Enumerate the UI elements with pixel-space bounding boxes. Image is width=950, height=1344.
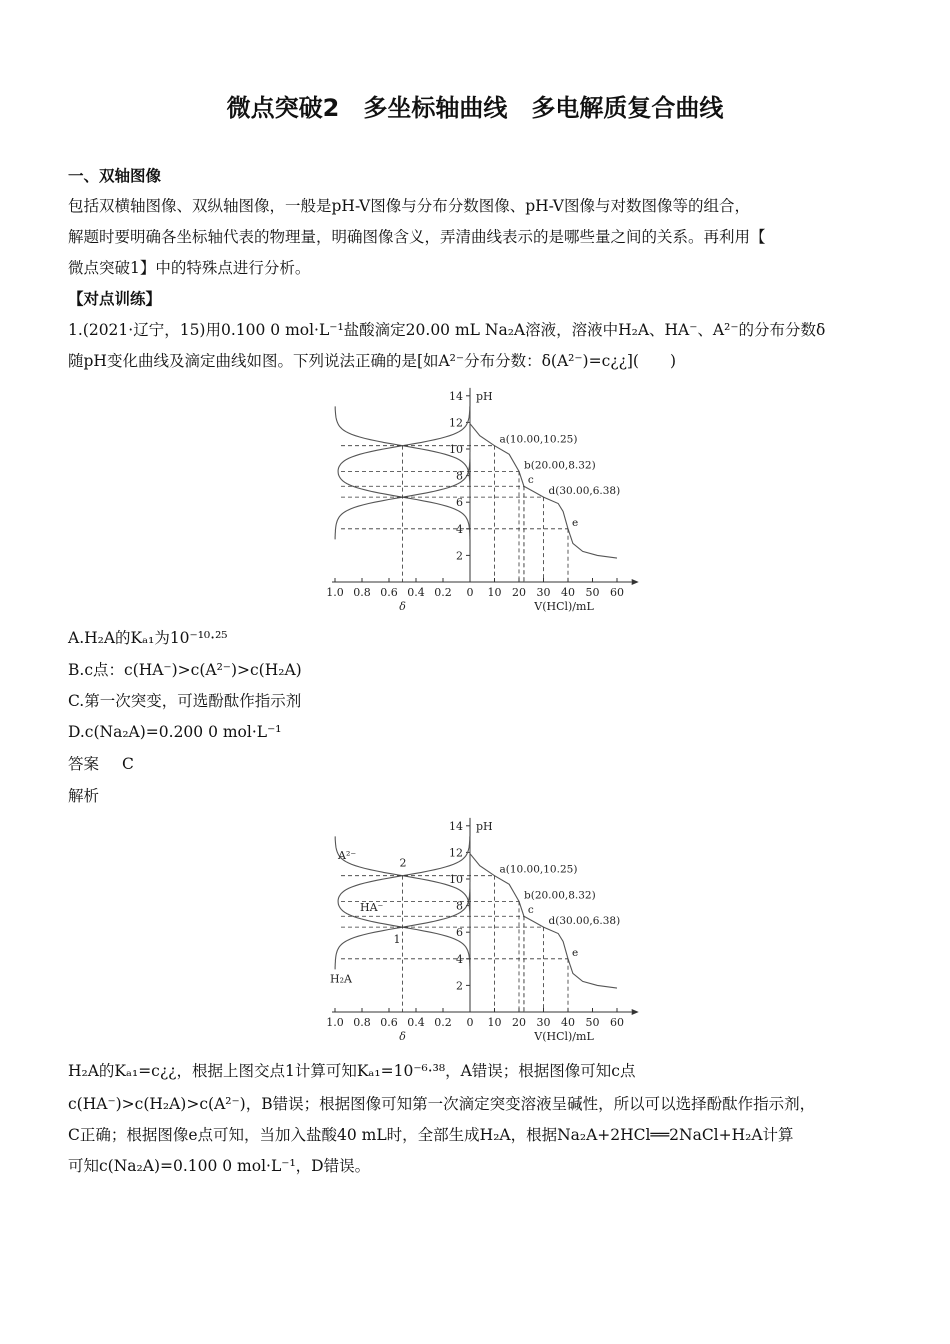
training-heading: 【对点训练】 [68, 290, 162, 308]
y-tick-label: 12 [449, 416, 463, 430]
section-para-1: 包括双横轴图像、双纵轴图像，一般是pH-V图像与分布分数图像、pH-V图像与对数图像等的组合， [68, 197, 750, 215]
point-label: a(10.00,10.25) [499, 433, 578, 446]
point-label: e [572, 946, 579, 959]
answer-value: C [121, 755, 134, 773]
label-h2a: H₂A [330, 972, 352, 986]
option-b: B.c点：c(HA⁻)>c(A²⁻)>c(H₂A) [68, 661, 302, 679]
analysis-line-4: 可知c(Na₂A)=0.100 0 mol·L⁻¹，D错误。 [68, 1157, 371, 1175]
y-axis-label: pH [476, 819, 493, 833]
delta-tick-label: 0.2 [434, 1016, 452, 1029]
x-axis-arrow [632, 1009, 639, 1015]
point-label: b(20.00,8.32) [524, 459, 596, 472]
point-label: c [527, 904, 534, 917]
option-a: A.H₂A的Kₐ₁为10⁻¹⁰·²⁵ [68, 629, 228, 647]
y-tick-label: 14 [449, 819, 463, 833]
delta-tick-label: 0 [466, 586, 474, 599]
v-tick-label: 50 [585, 1016, 600, 1029]
answer-label: 答案 [68, 755, 100, 773]
y-tick-label: 2 [456, 549, 463, 563]
y-tick-label: 10 [449, 443, 463, 456]
v-tick-label: 40 [561, 1016, 575, 1029]
v-tick-label: 20 [512, 1016, 526, 1029]
x-axis-arrow [632, 579, 639, 585]
chart-analysis [320, 812, 640, 1050]
y-tick-label: 6 [456, 926, 463, 940]
y-tick-label: 6 [456, 496, 463, 510]
question-line-1: 1.(2021·辽宁，15)用0.100 0 mol·L⁻¹盐酸滴定20.00 mL Na₂A溶液，溶液中H₂A、HA⁻、A²⁻的分布分数δ [68, 321, 826, 339]
analysis-line-3: C正确；根据图像e点可知，当加入盐酸40 mL时，全部生成H₂A，根据Na₂A+2HCl══2NaCl+H₂A计算 [68, 1126, 794, 1144]
point-label: e [572, 516, 579, 529]
y-tick-label: 14 [449, 389, 463, 403]
delta-tick-label: 0.8 [353, 586, 371, 599]
delta-tick-label: 1.0 [326, 1016, 344, 1029]
point-label: d(30.00,6.38) [548, 915, 621, 928]
delta-tick-label: 0.6 [380, 586, 398, 599]
y-tick-label: 8 [456, 899, 463, 913]
v-tick-label: 50 [585, 586, 600, 599]
v-tick-label: 10 [487, 1016, 502, 1029]
option-d: D.c(Na₂A)=0.200 0 mol·L⁻¹ [68, 723, 282, 741]
y-tick-label: 12 [449, 846, 463, 860]
delta-axis-label: δ [399, 1030, 406, 1043]
question-line-2: 随pH变化曲线及滴定曲线如图。下列说法正确的是[如A²⁻分布分数：δ(A²⁻)=c¿¿]( ) [68, 352, 677, 370]
v-tick-label: 10 [487, 586, 502, 599]
point-label: d(30.00,6.38) [548, 485, 621, 498]
delta-tick-label: 0.8 [353, 1016, 371, 1029]
v-tick-label: 20 [512, 586, 526, 599]
delta-tick-label: 1.0 [326, 586, 344, 599]
y-tick-label: 8 [456, 469, 463, 483]
page-title: 微点突破2 多坐标轴曲线 多电解质复合曲线 [226, 94, 724, 122]
section-heading: 一、双轴图像 [68, 167, 162, 185]
delta-tick-label: 0.2 [434, 586, 452, 599]
analysis-line-2: c(HA⁻)>c(H₂A)>c(A²⁻)，B错误；根据图像可知第一次滴定突变溶液呈碱性，所以可以选择酚酞作指示剂， [68, 1095, 816, 1113]
y-tick-label: 4 [456, 952, 463, 966]
v-tick-label: 30 [536, 586, 551, 599]
option-c: C.第一次突变，可选酚酞作指示剂 [68, 692, 302, 710]
v-axis-label: V(HCl)/mL [534, 1030, 594, 1043]
point-label: c [527, 474, 534, 487]
v-tick-label: 40 [561, 586, 575, 599]
y-tick-label: 10 [449, 873, 463, 886]
analysis-line-1: H₂A的Kₐ₁=c¿¿，根据上图交点1计算可知Kₐ₁=10⁻⁶·³⁸，A错误；根据图像可知c点 [68, 1062, 636, 1080]
intersection-2: 2 [399, 856, 407, 870]
delta-tick-label: 0 [466, 1016, 474, 1029]
v-tick-label: 30 [536, 1016, 551, 1029]
delta-tick-label: 0.4 [407, 586, 425, 599]
v-axis-label: V(HCl)/mL [534, 600, 594, 613]
y-axis-label: pH [476, 389, 493, 403]
v-tick-label: 60 [610, 1016, 624, 1029]
point-label: b(20.00,8.32) [524, 889, 596, 902]
label-ha: HA⁻ [360, 900, 384, 914]
section-para-2: 解题时要明确各坐标轴代表的物理量，明确图像含义，弄清曲线表示的是哪些量之间的关系。再利用【 [68, 228, 766, 246]
chart-question [320, 382, 640, 620]
y-tick-label: 2 [456, 979, 463, 993]
intersection-1: 1 [393, 933, 401, 947]
y-tick-label: 4 [456, 522, 463, 536]
v-tick-label: 60 [610, 586, 624, 599]
delta-axis-label: δ [399, 600, 406, 613]
delta-tick-label: 0.6 [380, 1016, 398, 1029]
point-label: a(10.00,10.25) [499, 863, 578, 876]
delta-tick-label: 0.4 [407, 1016, 425, 1029]
analysis-label: 解析 [68, 787, 100, 805]
answer-row [68, 754, 134, 774]
section-para-3: 微点突破1】中的特殊点进行分析。 [68, 259, 311, 277]
label-a2: A²⁻ [338, 849, 357, 863]
